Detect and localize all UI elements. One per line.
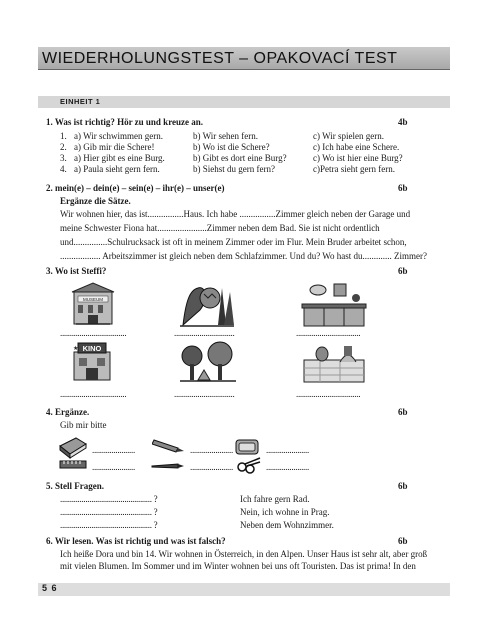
kitchen-picture bbox=[300, 280, 368, 328]
pencil-case-icon bbox=[232, 436, 262, 458]
ex3-answer-3[interactable]: ................................. bbox=[296, 328, 361, 338]
ex2-subheading: Ergänze die Sätze. bbox=[60, 196, 131, 206]
ex4-answer-4[interactable]: ...................... bbox=[92, 462, 135, 472]
ex1-option-a[interactable]: a) Hier gibt es eine Burg. bbox=[74, 153, 165, 163]
ex1-num: 2. bbox=[60, 142, 67, 152]
ex5-question-3[interactable]: ............................................... ? bbox=[60, 520, 158, 530]
ex4-answer-3[interactable]: ...................... bbox=[266, 445, 309, 455]
ex3-answer-6[interactable]: ................................. bbox=[296, 389, 361, 399]
ruler-icon bbox=[58, 458, 88, 472]
ex6-line: mit vielen Blumen. Im Sommer und im Winter wohnen bei uns oft Touristen. Das ist prima! In den bbox=[60, 561, 416, 571]
ex4-answer-2[interactable]: ...................... bbox=[190, 445, 233, 455]
ex3-points: 6b bbox=[398, 266, 408, 276]
page-title: WIEDERHOLUNGSTEST – OPAKOVACÍ TEST bbox=[42, 50, 398, 67]
ex1-option-c[interactable]: c) Ich habe eine Schere. bbox=[313, 142, 400, 152]
ex3-answer-4[interactable]: .................................. bbox=[60, 389, 127, 399]
ex1-option-a[interactable]: a) Wir schwimmen gern. bbox=[74, 131, 163, 141]
ex1-option-b[interactable]: b) Gibt es dort eine Burg? bbox=[193, 153, 287, 163]
ex4-answer-5[interactable]: ...................... bbox=[190, 462, 233, 472]
park-picture bbox=[178, 340, 238, 384]
svg-text:★: ★ bbox=[73, 346, 79, 352]
ex5-answer-3: Neben dem Wohnzimmer. bbox=[240, 520, 334, 530]
ex5-answer-2: Nein, ich wohne in Prag. bbox=[240, 507, 330, 517]
page-number: 5 6 bbox=[42, 583, 58, 593]
ex1-num: 3. bbox=[60, 153, 67, 163]
ex2-line: Wir wohnen hier, das ist................Haus. Ich habe ................Zimmer gleich neben der Garage und bbox=[60, 209, 411, 219]
ex3-answer-1[interactable]: .................................. bbox=[60, 328, 127, 338]
pencil-icon bbox=[152, 436, 186, 454]
ex6-line: Ich heiße Dora und bin 14. Wir wohnen in Österreich, in den Alpen. Unser Haus ist sehr alt, aber groß bbox=[60, 549, 428, 559]
ex5-heading: 5. Stell Fragen. bbox=[46, 481, 104, 491]
ex2-points: 6b bbox=[398, 183, 408, 193]
ex1-num: 1. bbox=[60, 131, 67, 141]
ex4-answer-1[interactable]: ...................... bbox=[92, 445, 135, 455]
garden-picture bbox=[178, 280, 236, 328]
cinema-picture bbox=[70, 340, 114, 382]
ex5-points: 6b bbox=[398, 481, 408, 491]
ex1-option-b[interactable]: b) Wo ist die Schere? bbox=[193, 142, 270, 152]
ex1-option-a[interactable]: a) Gib mir die Schere! bbox=[74, 142, 155, 152]
ex5-answer-1: Ich fahre gern Rad. bbox=[240, 494, 310, 504]
ex3-heading: 3. Wo ist Steffi? bbox=[46, 266, 107, 276]
page-footer-bar bbox=[38, 583, 450, 596]
ex2-line: meine Schwester Fiona hat......................Zimmer neben dem Bad. Sie ist nicht ordentlich bbox=[60, 223, 380, 233]
ex1-points: 4b bbox=[398, 117, 408, 127]
ex1-num: 4. bbox=[60, 164, 67, 174]
ex4-heading: 4. Ergänze. bbox=[46, 407, 90, 417]
ex2-heading: 2. mein(e) – dein(e) – sein(e) – ihr(e) – unser(e) bbox=[46, 183, 225, 193]
museum-picture bbox=[68, 280, 118, 326]
ex4-points: 6b bbox=[398, 407, 408, 417]
ex1-option-c[interactable]: c)Petra sieht gern fern. bbox=[313, 164, 395, 174]
ex5-question-1[interactable]: ............................................... ? bbox=[60, 494, 158, 504]
museum-sign: MUSEUM bbox=[83, 297, 103, 303]
ex1-option-c[interactable]: c) Wo ist hier eine Burg? bbox=[313, 153, 403, 163]
ex6-heading: 6. Wir lesen. Was ist richtig und was ist falsch? bbox=[46, 536, 226, 546]
ex3-answer-5[interactable]: ............................... bbox=[174, 389, 235, 399]
ex5-question-2[interactable]: ............................................... ? bbox=[60, 507, 158, 517]
ex6-points: 6b bbox=[398, 536, 408, 546]
ex3-answer-2[interactable]: ............................... bbox=[174, 328, 235, 338]
ex1-option-b[interactable]: b) Siehst du gern fern? bbox=[193, 164, 275, 174]
ex1-option-a[interactable]: a) Paula sieht gern fern. bbox=[74, 164, 160, 174]
book-icon bbox=[58, 436, 88, 460]
ex1-option-b[interactable]: b) Wir sehen fern. bbox=[193, 131, 258, 141]
ex4-answer-6[interactable]: ...................... bbox=[266, 462, 309, 472]
unit-label: EINHEIT 1 bbox=[60, 97, 101, 106]
ex2-line: .................. Arbeitszimmer ist gleich neben dem Schlafzimmer. Und du? Wo hast du............. Zimmer? bbox=[60, 251, 428, 261]
ex4-intro: Gib mir bitte bbox=[60, 420, 107, 430]
ex1-option-c[interactable]: c) Wir spielen gern. bbox=[313, 131, 384, 141]
scissors-icon bbox=[236, 456, 262, 474]
kino-sign: KINO bbox=[82, 344, 102, 353]
ex2-line: und...............Schulrucksack ist oft in meinem Zimmer oder im Flur. Mein Bruder arbeitet schon, bbox=[60, 237, 407, 247]
pen-icon bbox=[150, 458, 186, 472]
bathroom-picture bbox=[300, 340, 368, 386]
ex1-heading: 1. Was ist richtig? Hör zu und kreuze an. bbox=[46, 117, 204, 127]
